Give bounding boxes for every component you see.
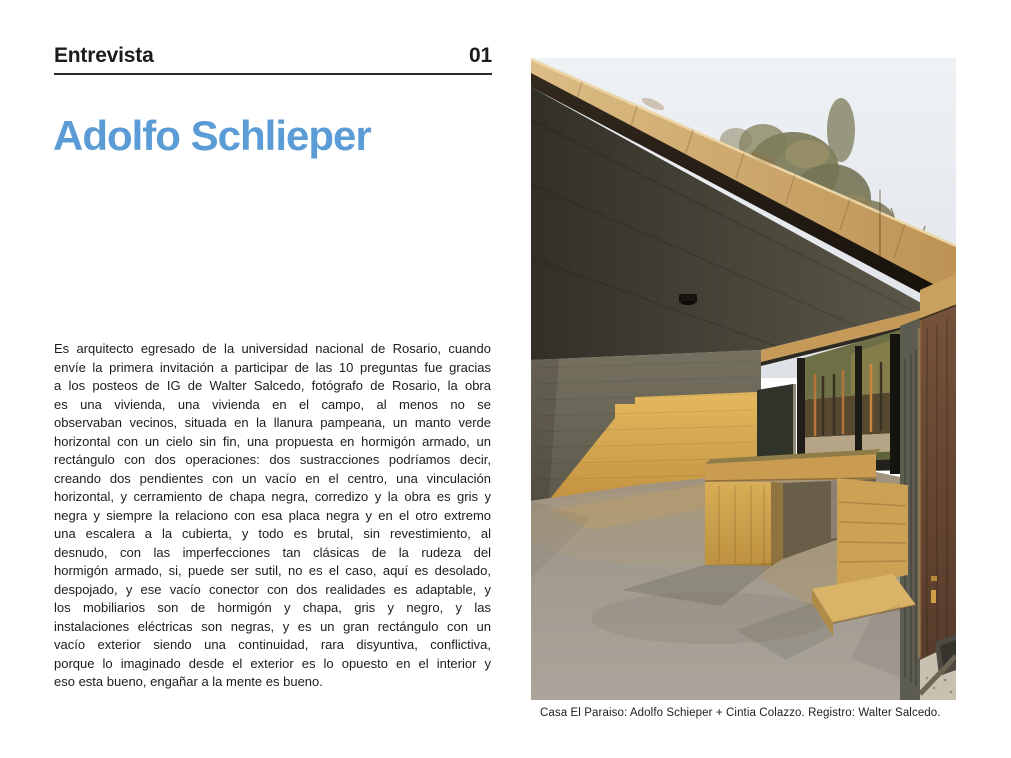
article-body — [54, 340, 491, 692]
photo-casa-el-paraiso — [531, 58, 956, 700]
paragraph-line: es una vivienda, una vivienda en el campo, al menos no se — [54, 396, 491, 412]
paragraph-line: rectángulo con dos operaciones: dos sustracciones podríamos decir, — [54, 452, 491, 467]
paragraph-line: eso esta bueno, engañar a la mente es bueno. — [54, 674, 323, 689]
paragraph-line: porque lo imaginado desde el exterior es lo opuesto en el interior y — [54, 655, 491, 671]
paragraph-line: creando dos pendientes con un vacío en el centro, una vinculación — [54, 470, 491, 486]
paragraph-line: despojado, y ese vacío conector con dos realidades es adaptable, y — [54, 581, 491, 597]
paragraph-line: vacío exterior siendo una continuidad, rara disyuntiva, conflictiva, — [54, 637, 491, 652]
paragraph-line: observaban vecinos, situada en la llanura pampeana, un manto verde — [54, 415, 491, 430]
photo-illustration — [531, 58, 956, 700]
page-number: 01 — [469, 44, 492, 67]
paragraph-line: Es arquitecto egresado de la universidad nacional de Rosario, cuando — [54, 341, 491, 356]
paragraph-line: horizontal, y cerramiento de chapa negra, corredizo y la obra es gris y — [54, 489, 491, 504]
paragraph-line: envíe la primera invitación a participar de las 10 preguntas fue gracias — [54, 359, 491, 375]
paragraph-line: desnudo, con las imperfecciones tan clásicas de la rudeza del — [54, 544, 491, 560]
photo-caption: Casa El Paraiso: Adolfo Schieper + Cintia Colazzo. Registro: Walter Salcedo. — [540, 707, 941, 719]
paragraph-line: horizontal con un cielo sin fin, una propuesta en hormigón armado, un — [54, 433, 491, 449]
paragraph-line: una escalera a la cubierta, y todo es brutal, sin revestimiento, al — [54, 526, 491, 541]
paragraph-line: instalaciones eléctricas son negras, y es un gran rectángulo con un — [54, 618, 491, 634]
section-label: Entrevista — [54, 44, 154, 67]
corten-door — [920, 274, 956, 660]
paragraph-line: los mobiliarios son de hormigón y chapa, gris y negro, y las — [54, 600, 491, 615]
paragraph-line: a los posteos de IG de Walter Salcedo, fotógrafo de Rosario, la obra — [54, 378, 491, 393]
paragraph-line: negra y siempre la relaciono con esa placa negra y en el otro extremo — [54, 507, 491, 523]
masthead — [54, 44, 492, 75]
ceiling-light — [679, 294, 697, 305]
paragraph-line: hormigón armado, si, puede ser sutil, no es el caso, aquí es desolado, — [54, 563, 491, 578]
page-title: Adolfo Schlieper — [53, 112, 371, 160]
